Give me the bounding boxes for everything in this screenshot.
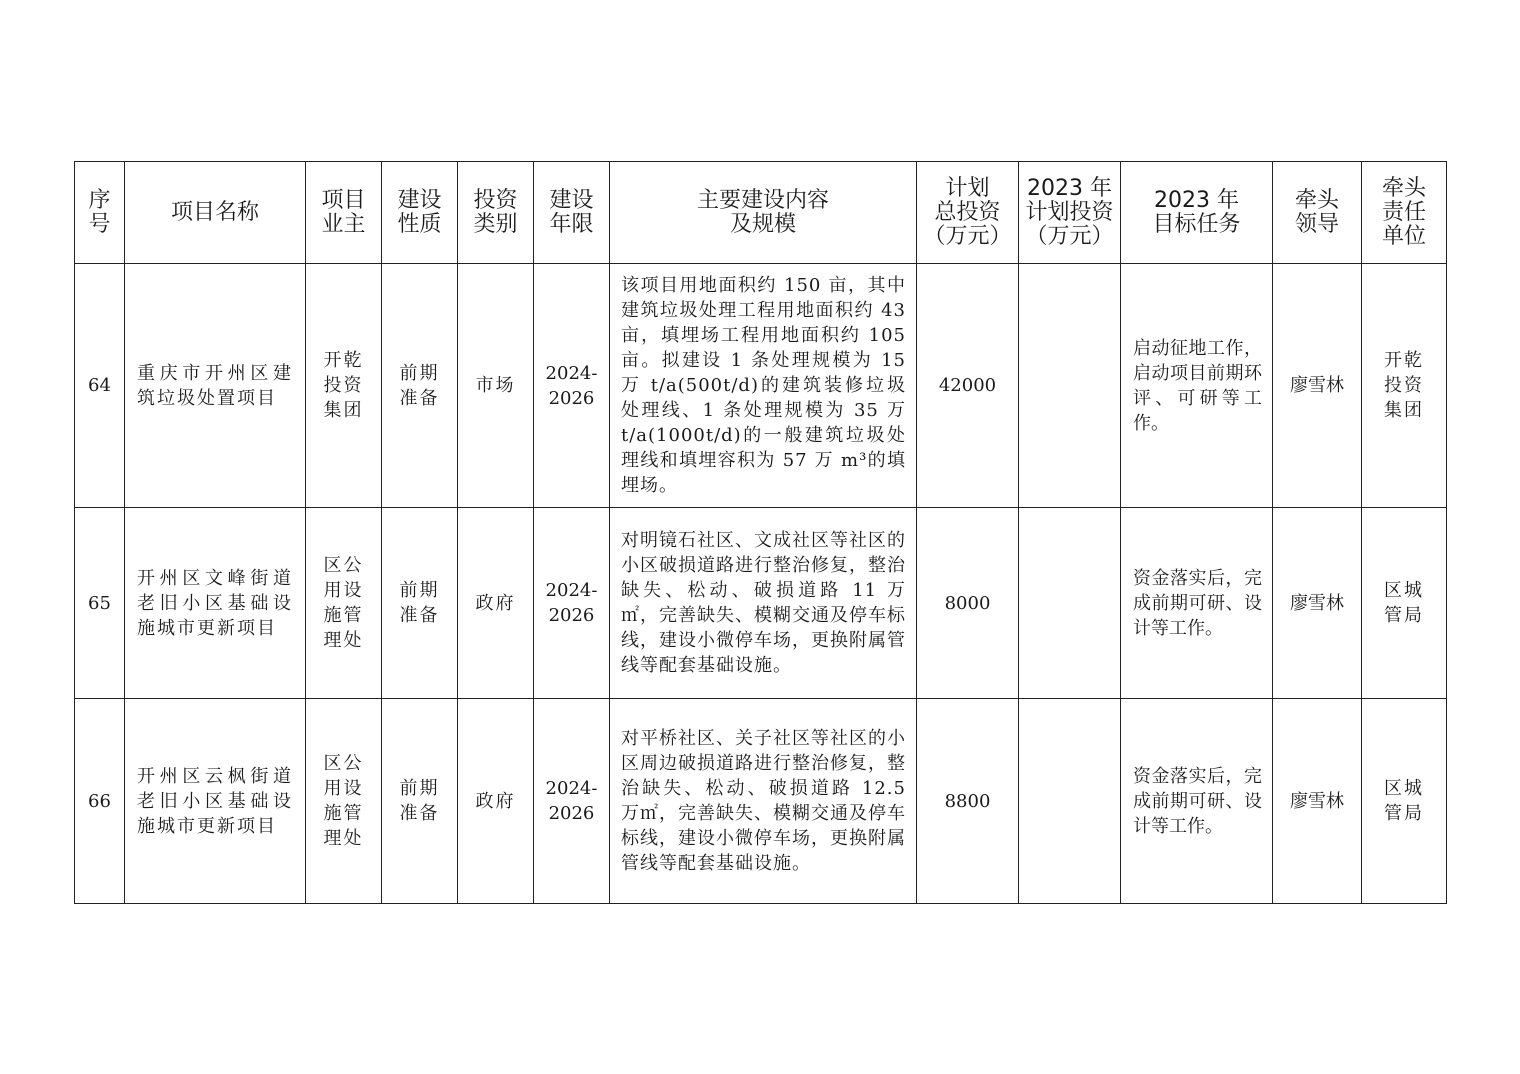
header-leader: 牵头 领导	[1273, 162, 1362, 264]
header-name: 项目名称	[125, 162, 306, 264]
cell-period: 2024- 2026	[534, 508, 610, 699]
header-owner: 项目 业主	[306, 162, 382, 264]
header-nature: 建设 性质	[382, 162, 458, 264]
cell-seq: 65	[75, 508, 125, 699]
header-period: 建设 年限	[534, 162, 610, 264]
cell-invest-type: 市场	[458, 264, 534, 508]
cell-owner: 区公 用设 施管 理处	[306, 699, 382, 904]
table-row	[75, 508, 1447, 699]
header-row	[75, 162, 1447, 264]
cell-owner: 开乾 投资 集团	[306, 264, 382, 508]
cell-unit: 区城 管局	[1362, 508, 1447, 699]
cell-seq: 66	[75, 699, 125, 904]
cell-total-invest: 42000	[917, 264, 1019, 508]
cell-invest-type: 政府	[458, 699, 534, 904]
header-task-2023: 2023 年 目标任务	[1121, 162, 1273, 264]
header-total-invest: 计划 总投资 （万元）	[917, 162, 1019, 264]
cell-nature: 前期 准备	[382, 264, 458, 508]
cell-name: 开州区云枫街道老旧小区基础设施城市更新项目	[125, 699, 306, 904]
cell-name: 重庆市开州区建筑垃圾处置项目	[125, 264, 306, 508]
cell-owner: 区公 用设 施管 理处	[306, 508, 382, 699]
cell-unit: 开乾 投资 集团	[1362, 264, 1447, 508]
cell-total-invest: 8000	[917, 508, 1019, 699]
cell-invest-2023	[1019, 508, 1121, 699]
cell-invest-type: 政府	[458, 508, 534, 699]
project-table	[74, 161, 1447, 904]
cell-nature: 前期 准备	[382, 508, 458, 699]
cell-leader: 廖雪林	[1273, 264, 1362, 508]
cell-task-2023: 资金落实后，完成前期可研、设计等工作。	[1121, 508, 1273, 699]
header-unit: 牵头 责任 单位	[1362, 162, 1447, 264]
cell-leader: 廖雪林	[1273, 508, 1362, 699]
cell-period: 2024- 2026	[534, 264, 610, 508]
cell-content: 对明镜石社区、文成社区等社区的小区破损道路进行整治修复，整治缺失、松动、破损道路 11 万㎡，完善缺失、模糊交通及停车标线，建设小微停车场，更换附属管线等配套基础设施。	[610, 508, 917, 699]
cell-unit: 区城 管局	[1362, 699, 1447, 904]
header-invest-type: 投资 类别	[458, 162, 534, 264]
cell-content: 该项目用地面积约 150 亩，其中建筑垃圾处理工程用地面积约 43 亩，填埋场工程用地面积约 105 亩。拟建设 1 条处理规模为 15 万 t/a(500t/d)的建筑装修垃圾处理线、1 条处理规模为 35 万 t/a(1000t/d)的一般建筑垃圾处理线和填埋容积为 57 万 m³的填埋场。	[610, 264, 917, 508]
cell-task-2023: 启动征地工作，启动项目前期环评、可研等工作。	[1121, 264, 1273, 508]
header-seq: 序 号	[75, 162, 125, 264]
cell-content: 对平桥社区、关子社区等社区的小区周边破损道路进行整治修复，整治缺失、松动、破损道路 12.5 万㎡，完善缺失、模糊交通及停车标线，建设小微停车场，更换附属管线等配套基础设施。	[610, 699, 917, 904]
header-content: 主要建设内容 及规模	[610, 162, 917, 264]
cell-invest-2023	[1019, 264, 1121, 508]
cell-nature: 前期 准备	[382, 699, 458, 904]
cell-name: 开州区文峰街道老旧小区基础设施城市更新项目	[125, 508, 306, 699]
table-row	[75, 264, 1447, 508]
cell-task-2023: 资金落实后，完成前期可研、设计等工作。	[1121, 699, 1273, 904]
table-row	[75, 699, 1447, 904]
cell-period: 2024- 2026	[534, 699, 610, 904]
header-invest-2023: 2023 年 计划投资 （万元）	[1019, 162, 1121, 264]
cell-total-invest: 8800	[917, 699, 1019, 904]
cell-invest-2023	[1019, 699, 1121, 904]
cell-leader: 廖雪林	[1273, 699, 1362, 904]
cell-seq: 64	[75, 264, 125, 508]
